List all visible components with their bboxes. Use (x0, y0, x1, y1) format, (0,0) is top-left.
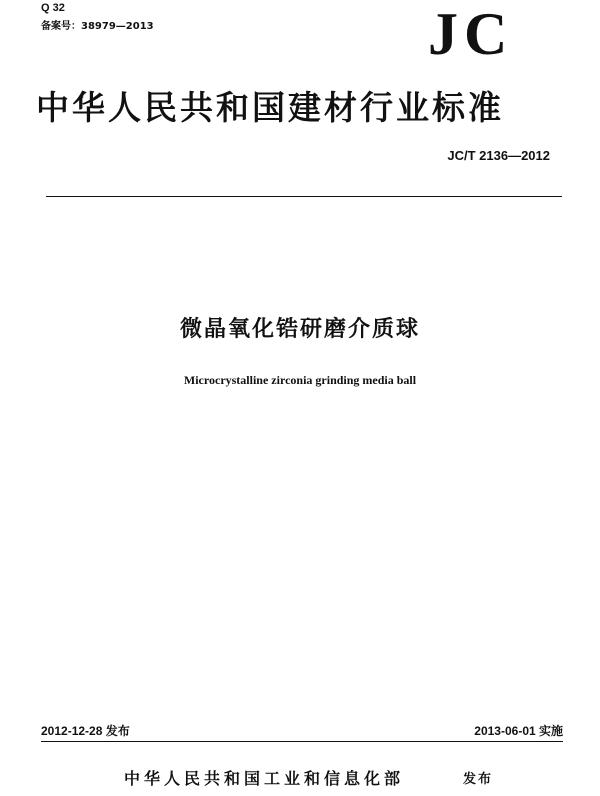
top-divider (46, 196, 562, 197)
standard-title-english: Microcrystalline zirconia grinding media ball (183, 373, 417, 387)
bottom-divider (41, 741, 563, 742)
standard-number: JC/T 2136—2012 (447, 148, 550, 163)
publish-label: 发布 (463, 772, 494, 787)
jc-logo: JC (428, 1, 514, 67)
record-number: 备案号：38979—2013 (41, 21, 154, 32)
implementation-date: 2013-06-01 实施 (474, 724, 563, 738)
publisher-name: 中华人民共和国工业和信息化部 (124, 769, 405, 788)
issue-date: 2012-12-28 发布 (41, 724, 130, 738)
industry-title: 中华人民共和国建材行业标准 (36, 88, 504, 127)
standard-title-chinese: 微晶氧化锆研磨介质球 (179, 317, 420, 342)
ccs-code: Q 32 (41, 2, 65, 14)
